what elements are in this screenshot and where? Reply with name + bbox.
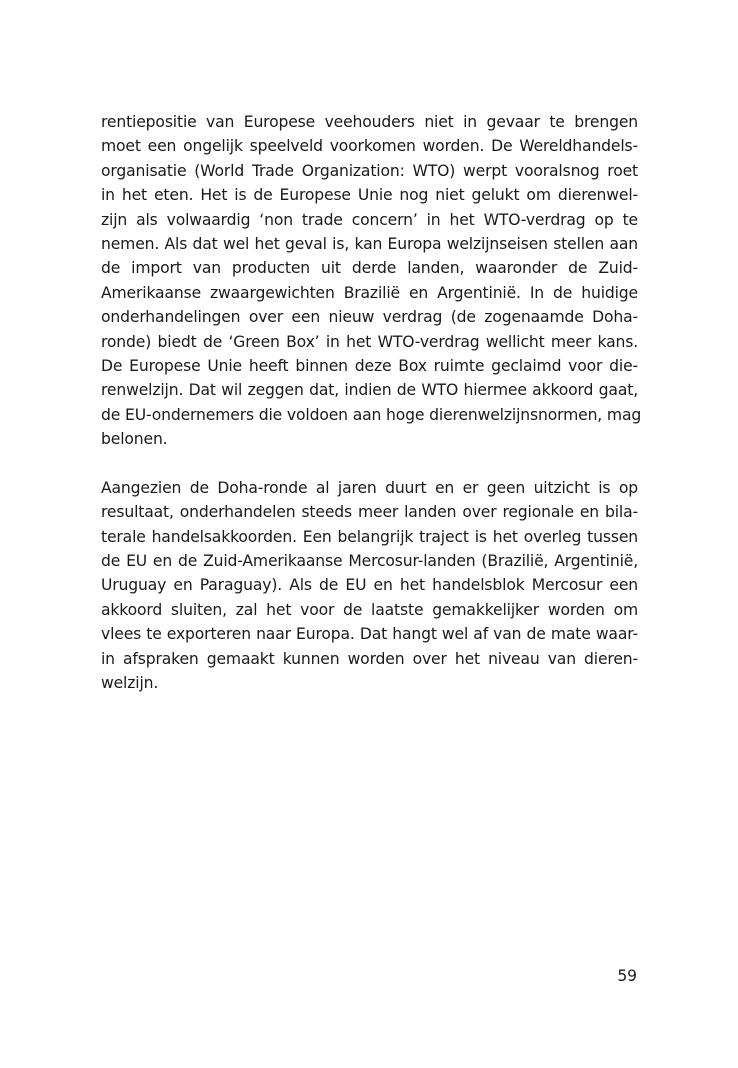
text-line: akkoord sluiten, zal het voor de laatste gemakkelijker worden om (101, 600, 638, 619)
text-line: rentiepositie van Europese veehouders niet in gevaar te brengen (101, 113, 638, 131)
text-line: vlees te exporteren naar Europa. Dat hangt wel af van de mate waar- (101, 625, 638, 644)
text-line: belonen. (101, 430, 168, 449)
text-line: Uruguay en Paraguay). Als de EU en het handelsblok Mercosur een (101, 576, 638, 595)
text-line: renwelzijn. Dat wil zeggen dat, indien de WTO hiermee akkoord gaat, (101, 381, 638, 400)
text-line: zijn als volwaardig ‘non trade concern’ in het WTO-verdrag op te (101, 210, 638, 229)
text-line: welzijn. (101, 673, 159, 692)
text-line: moet een ongelijk speelveld voorkomen worden. De Wereldhandels- (101, 137, 638, 156)
text-line: nemen. Als dat wel het geval is, kan Europa welzijnseisen stellen aan (101, 234, 638, 253)
text-line: de EU en de Zuid-Amerikaanse Mercosur-landen (Brazilië, Argentinië, (101, 552, 638, 571)
paragraph-2 (101, 476, 638, 696)
text-line: De Europese Unie heeft binnen deze Box ruimte geclaimd voor die- (101, 356, 638, 375)
text-line: ronde) biedt de ‘Green Box’ in het WTO-verdrag wellicht meer kans. (101, 332, 638, 351)
paragraph-spacer (101, 451, 638, 475)
page-number: 59 (617, 967, 637, 985)
paragraph-1 (101, 110, 642, 451)
text-line: onderhandelingen over een nieuw verdrag (de zogenaamde Doha- (101, 308, 638, 327)
text-line: in het eten. Het is de Europese Unie nog niet gelukt om dierenwel- (101, 186, 638, 205)
body-text (101, 110, 642, 695)
text-line: terale handelsakkoorden. Een belangrijk traject is het overleg tussen (101, 527, 638, 546)
text-line: Aangezien de Doha-ronde al jaren duurt en er geen uitzicht is op (101, 478, 638, 497)
text-line: Amerikaanse zwaargewichten Brazilië en Argentinië. In de huidige (101, 283, 638, 302)
text-line: in afspraken gemaakt kunnen worden over het niveau van dieren- (101, 649, 638, 668)
text-line: de import van producten uit derde landen, waaronder de Zuid- (101, 259, 638, 278)
text-line: organisatie (World Trade Organization: WTO) werpt vooralsnog roet (101, 161, 638, 180)
text-line: de EU-ondernemers die voldoen aan hoge dierenwelzijnsnormen, mag (101, 405, 642, 424)
text-line: resultaat, onderhandelen steeds meer landen over regionale en bila- (101, 503, 638, 522)
